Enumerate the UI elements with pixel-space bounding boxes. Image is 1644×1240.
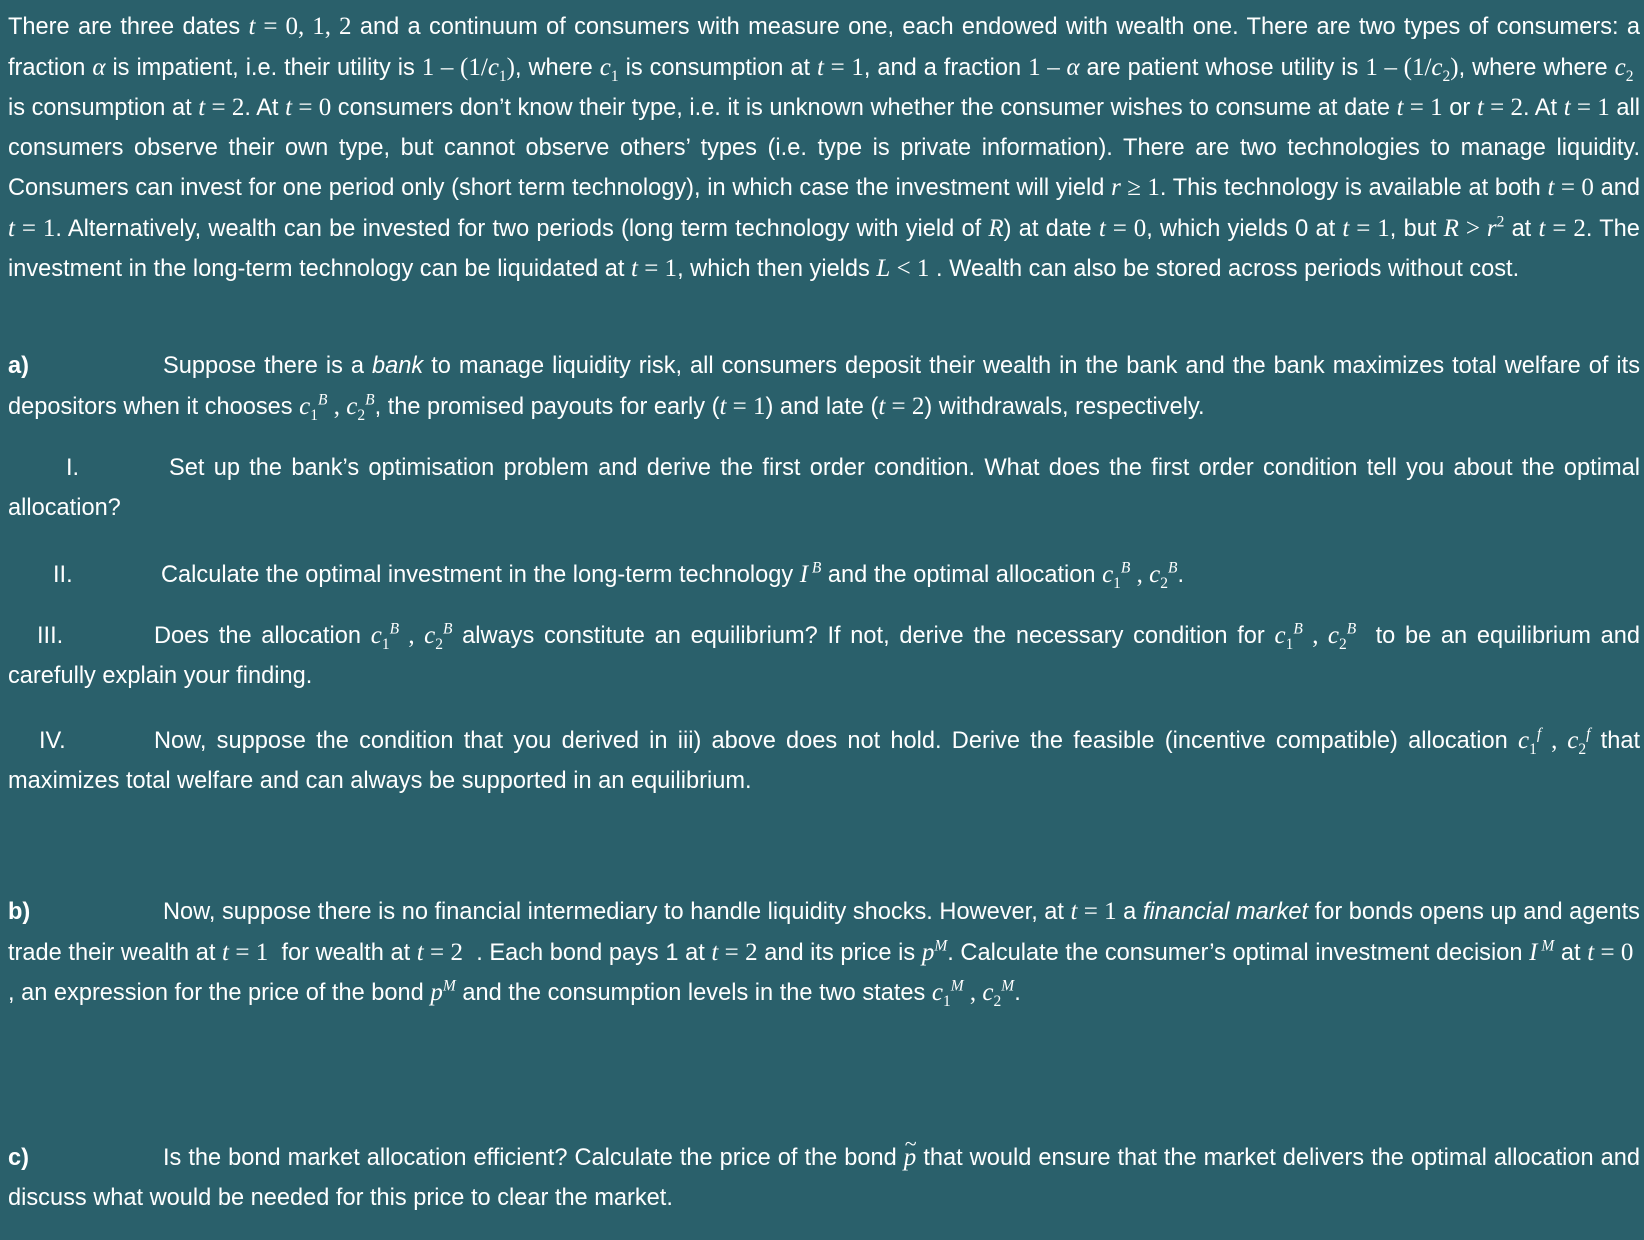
- question-ii-label: II.: [53, 562, 73, 588]
- part-a-paragraph: a) Suppose there is a bank to manage liquidity risk, all consumers deposit their wealth in the bank and the bank maximizes total welfare of its depositors when it chooses $c_1^B$ , $c_2^B$, the promised payouts for early (t = 1) and late (t = 2) withdrawals, respectively.: [8, 347, 1640, 427]
- question-i-paragraph: I. Set up the bank’s optimisation problem and derive the first order condition. What does the first order condition tell you about the optimal allocation?: [8, 449, 1640, 528]
- part-c-paragraph: c) Is the bond market allocation efficient? Calculate the price of the bond ~ p that would ensure that the market delivers the optimal allocation and discuss what would be needed for this price to clear the market.: [8, 1138, 1640, 1218]
- question-i-label: I.: [66, 455, 80, 481]
- part-a-label: a): [8, 353, 29, 379]
- question-iv-label: IV.: [39, 728, 66, 754]
- part-c-label: c): [8, 1145, 29, 1171]
- question-iv-paragraph: IV. Now, suppose the condition that you derived in iii) above does not hold. Derive the feasible (incentive compatible) allocation $c_1^f$ , $c_2^f$ that maximizes total welfare and can always be supported in an equilibrium.: [8, 721, 1640, 801]
- intro-paragraph: There are three dates t = 0, 1, 2 and a continuum of consumers with measure one, each endowed with wealth one. There are two types of consumers: a fraction α is impatient, i.e. their utility is $1 - (1/c_1)$, where $c_1$ is consumption at t = 1, and a fraction 1 – α are patient whose utility is $1 - (1/c_2)$, where where $c_2$ is consumption at t = 2. At t = 0 consumers don’t know their type, i.e. it is unknown whether the consumer wishes to consume at date t = 1 or t = 2. At t = 1 all consumers observe their own type, but cannot observe others’ types (i.e. type is private information). There are two technologies to manage liquidity. Consumers can invest for one period only (short term technology), in which case the investment will yield r ≥ 1. This technology is available at both t = 0 and t = 1. Alternatively, wealth can be invested for two periods (long term technology with yield of R) at date t = 0, which yields 0 at t = 1, but $R > r^2$ at t = 2. The investment in the long-term technology can be liquidated at t = 1, which then yields L < 1 . Wealth can also be stored across periods without cost.: [8, 13, 1641, 282]
- part-b-label: b): [8, 899, 31, 925]
- question-iii-label: III.: [37, 623, 64, 649]
- question-ii-paragraph: II. Calculate the optimal investment in the long-term technology I $^B$ and the optimal allocation $c_1^B$ , $c_2^B$.: [8, 555, 1640, 596]
- part-b-paragraph: b) Now, suppose there is no financial intermediary to handle liquidity shocks. However, at t = 1 a financial market for bonds opens up and agents trade their wealth at t = 1 for wealth at t = 2 . Each bond pays 1 at t = 2 and its price is $p^M$. Calculate the consumer’s optimal investment decision I $^M$ at t = 0 , an expression for the price of the bond $p^M$ and the consumption levels in the two states $c_1^M$ , $c_2^M$.: [8, 892, 1640, 1014]
- question-iii-paragraph: III. Does the allocation $c_1^B$ , $c_2^B$ always constitute an equilibrium? If not, derive the necessary condition for $c_1^B$ , $c_2^B$ to be an equilibrium and carefully explain your finding.: [8, 616, 1640, 696]
